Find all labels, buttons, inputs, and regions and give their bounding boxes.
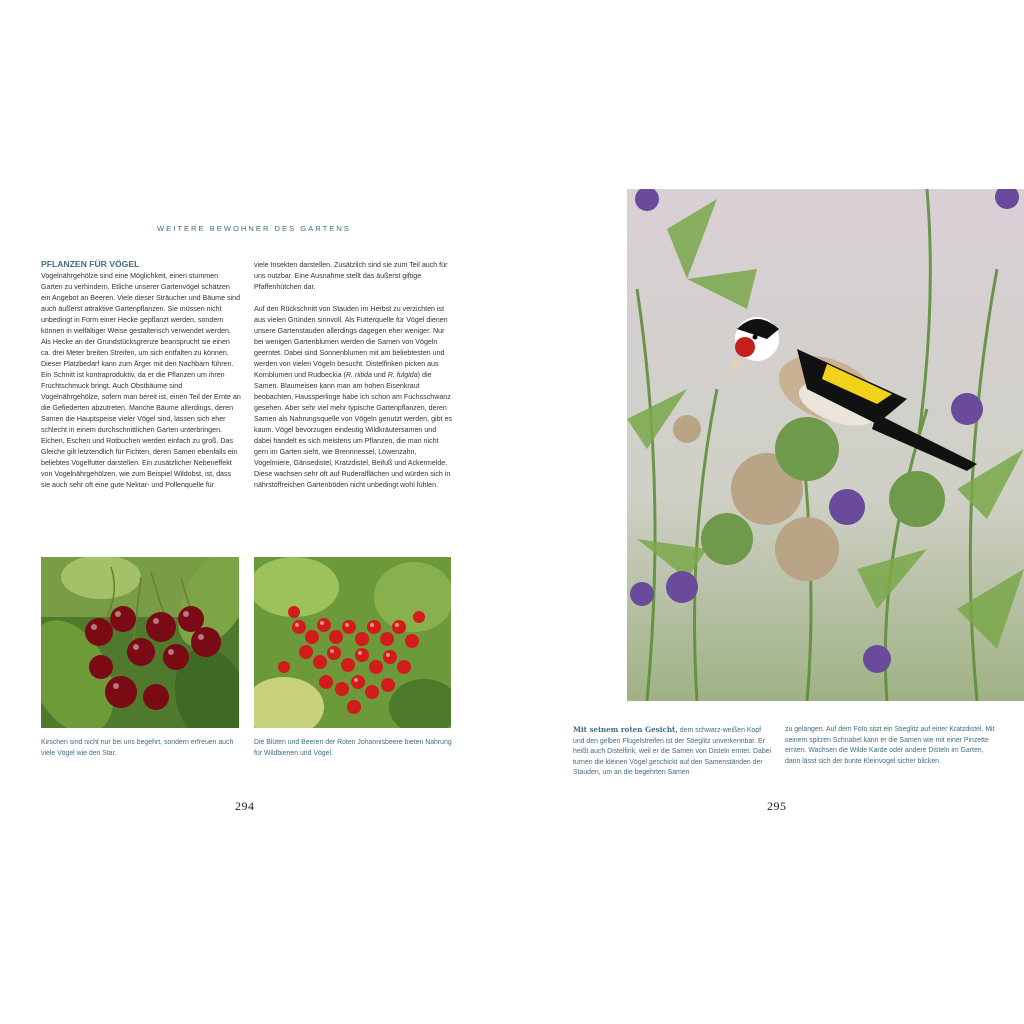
species-name: R. fulgida	[387, 371, 418, 379]
photo-caption: Die Blüten und Beeren der Roten Johannisbeere bieten Nahrung für Wildbienen und Vögel.	[254, 739, 452, 757]
page-number: 295	[767, 799, 787, 813]
red-currants-photo	[254, 557, 451, 728]
page-number: 294	[235, 799, 255, 813]
photo-caption: Kirschen sind nicht nur bei uns begehrt, sondern erfreuen auch viele Vögel wie den Star.	[41, 739, 234, 757]
section-heading: PFLANZEN FÜR VÖGEL	[41, 259, 140, 269]
text-run: ) die Samen. Blaumeisen kann man am hohen Eisenkraut beobachten, Haussperlinge habe ich schon am Fuchsschwanz gesehen. Aber sehr viel mehr typische Gartenpflanzen, deren Samen als Nahrungsquelle von Vögeln genutzt werden, gibt es kaum. Vögel bevorzugen eindeutig Wildkräutersamen und dabei handelt es sich meistens um Pflanzen, die man nicht gern im Garten sieht, wie Brennnessel, Löwenzahn, Vogelmiere, Gänsedistel, Kratzdistel, Beifuß und Ackermelde. Diese wachsen sehr oft auf Ruderalflächen und würden sich in nährstoffreichen Gartenböden nicht unbedingt wohl fühlen.	[254, 371, 452, 489]
photo-caption-part-1	[573, 725, 773, 779]
species-name: R. nitida	[345, 371, 372, 379]
cherries-photo	[41, 557, 239, 728]
text-run: Auf den Rückschnitt von Stauden im Herbst zu verzichten ist aus vielen Gründen sinnvoll. Als Futterquelle für Vögel dienen unsere Gartenstauden allerdings dagegen eher weniger. Nur bei wenigen Gartenblumen werden die Samen von Vögeln geerntet. Dabei sind Sonnenblumen mit am beliebtesten und werden von vielen Vögeln besucht. Distelfinken picken aus Kornblumen und Rudbeckia (	[254, 305, 448, 379]
body-paragraph: viele Insekten darstellen. Zusätzlich sind sie zum Teil auch für uns nutzbar. Eine Ausnahme stellt das äußerst giftige Pfaffenhütchen dar.	[254, 261, 448, 291]
photo-caption-part-2: zu gelangen. Auf dem Foto sitzt ein Stieglitz auf einer Kratzdistel. Mit seinem spitzen Schnabel kann er die Samen wie mit einer Pinzette ernten. Wachsen die Wilde Karde oder andere Disteln im Garten, dann lässt sich der bunte Kleinvogel sicher blicken.	[785, 726, 995, 765]
body-paragraph	[254, 304, 454, 491]
body-column-2	[254, 260, 454, 491]
caption-text: dem schwarz-weißen Kopf und den gelben Flügelstreifen ist der Stieglitz unverkennbar. Er heißt auch Distelfink, weil er die Samen von Disteln erntet. Dabei turnen die kleinen Vögel geschickt auf den Samenständen der Stauden, um an die begehrten Samen	[573, 727, 772, 776]
right-page	[512, 0, 1024, 1024]
running-head: WEITERE BEWOHNER DES GARTENS	[157, 224, 351, 233]
goldfinch-on-thistle-photo	[627, 189, 1024, 701]
text-run: und	[371, 371, 388, 379]
caption-lead-in: Mit seinem roten Gesicht,	[573, 725, 678, 734]
body-column-1	[41, 271, 241, 491]
body-paragraph: Vogelnährgehölze sind eine Möglichkeit, einen stummen Garten zu verhindern. Etliche unserer Gartenvögel schätzen ein Angebot an Beeren. Viele dieser Sträucher und Bäume sind auch äußerst attraktive Gartenpflanzen. Sie müssen nicht unbedingt in Form einer Hecke gepflanzt werden, sondern können in vielfältiger Weise gestalterisch verwendet werden. Als Hecke an der Grundstücksgrenze beansprucht sie einen ca. drei Meter breiten Streifen, um sich entfalten zu können. Dieser Platzbedarf kann zum Ärger mit den Nachbarn führen. Ein Schnitt ist kontraproduktiv, da er die Pflanzen um ihren Fruchtschmuck bringt. Auch Obstbäume sind Vogelnährgehölze, sofern man bereit ist, einen Teil der Ernte an die Gefiederten abzutreten. Manche Bäume allerdings, deren Samen die Hauptspeise vieler Vögel sind, lassen sich eher schlecht in einem durchschnittlichen Garten unterbringen. Eichen, Eschen und Rotbuchen werden einfach zu groß. Das Gleiche gilt letztendlich für Fichten, deren Samen ebenfalls ein beliebtes Vogelfutter darstellen. Ein zusätzlicher Nebeneffekt von Vogelnährgehölzen, wie zum Beispiel Wildobst, ist, dass sie auch sehr oft eine gute Nektar- und Pollenquelle für	[41, 272, 241, 489]
